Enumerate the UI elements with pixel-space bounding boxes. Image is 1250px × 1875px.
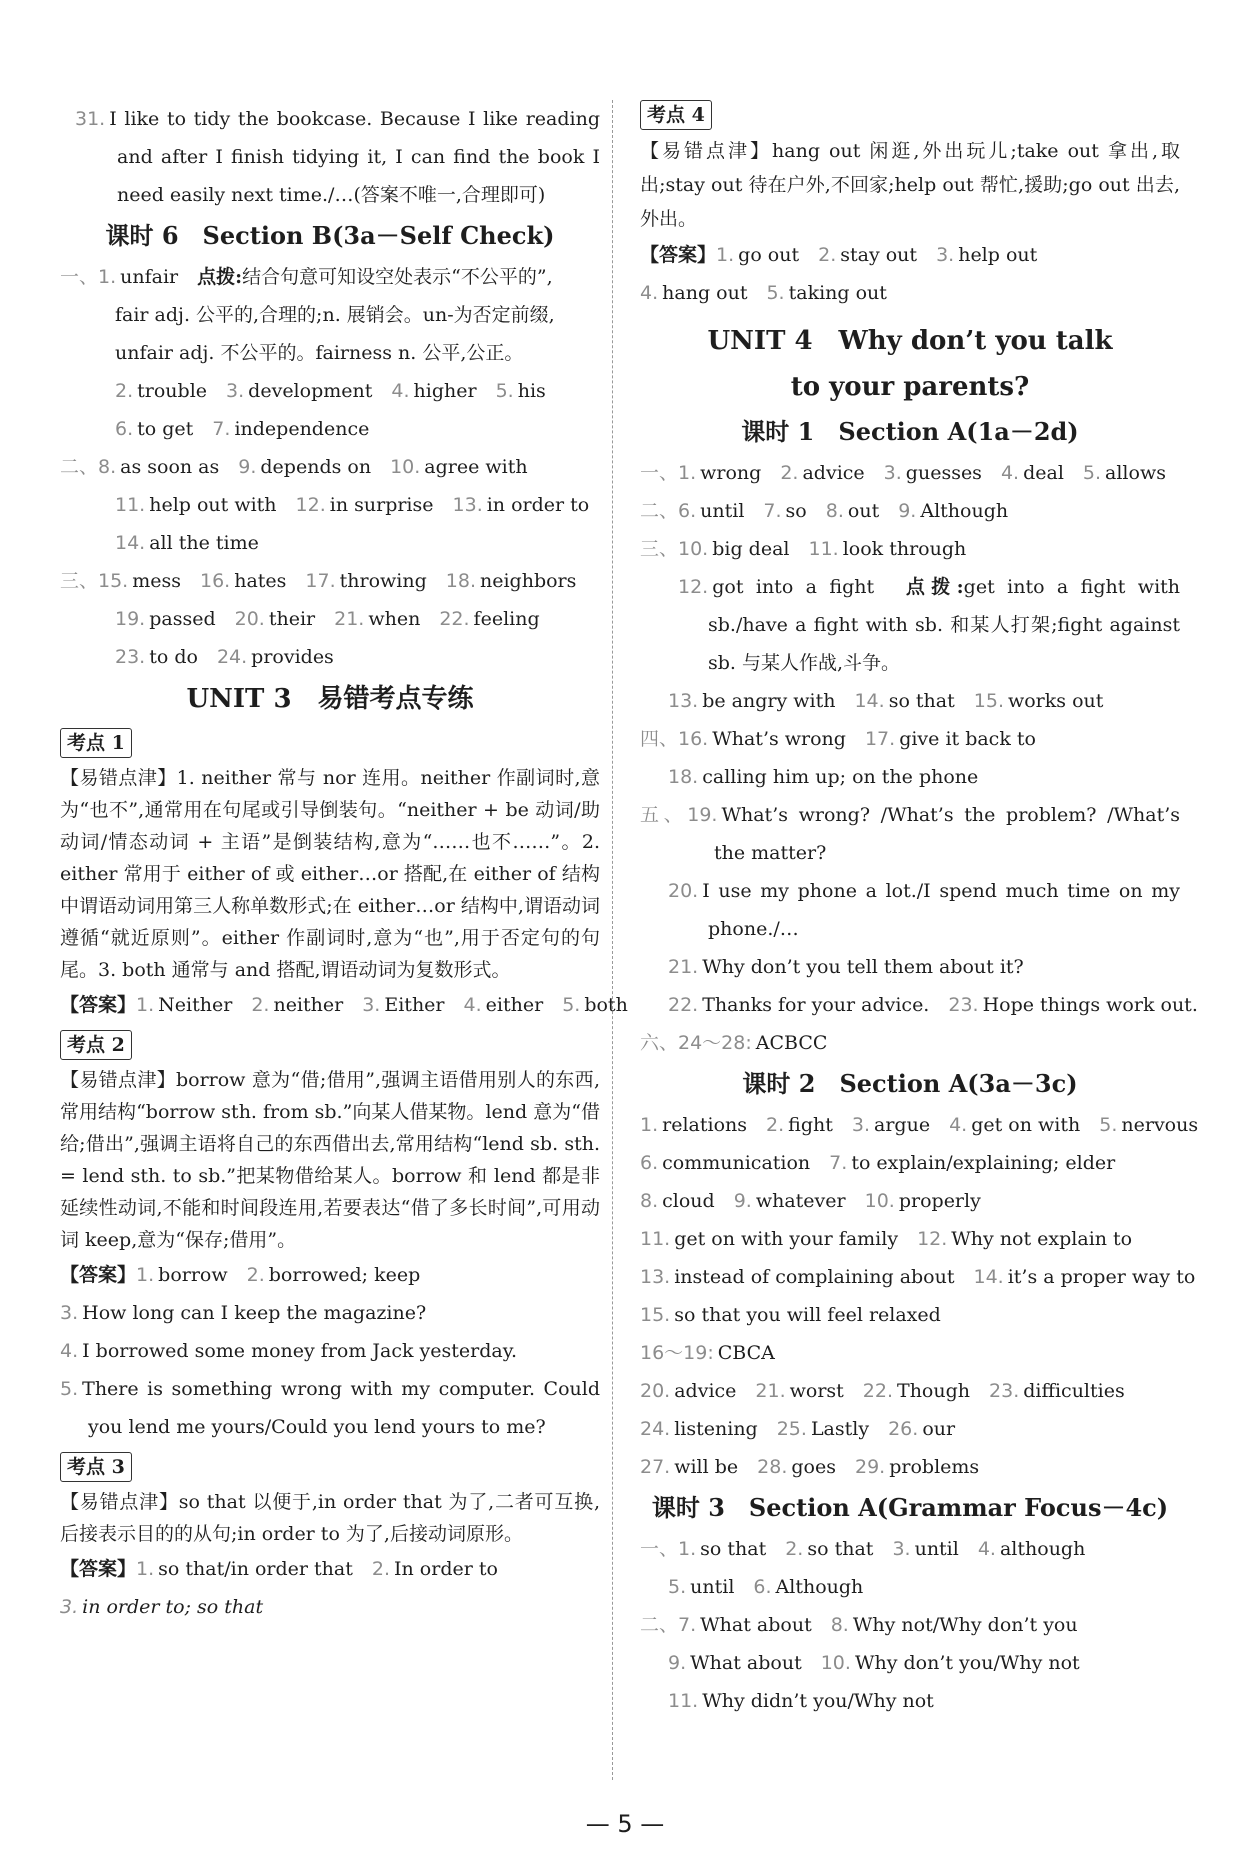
item-answer: taking out [788,282,887,304]
lesson-2-heading: 课时 2 Section A(3a－3c) [742,1069,1078,1098]
item-number: 12. [295,494,326,516]
item-number: 6. [753,1576,772,1598]
item-number: 18. [668,766,699,788]
item-answer: so that [700,1538,767,1560]
item-answer: advice [674,1380,737,1402]
item-number: 23. [115,646,146,668]
item-number: 二、8. [60,456,117,478]
m-line-6 [640,1296,1180,1334]
section3-line1 [60,562,600,600]
section2-line3 [60,524,600,562]
item-number: 5. [1082,462,1102,484]
item-answer: ACBCC [755,1032,828,1054]
item-number: 2. [115,380,134,402]
item-number: 三、10. [640,538,709,560]
item-number: 2. [246,1264,265,1286]
item-answer: Although [775,1576,864,1598]
item-number: 9. [238,456,257,478]
item-answer: so that [888,690,955,712]
item-answer: passed [149,608,216,630]
item-answer: get on with [971,1114,1081,1136]
item-answer: nervous [1121,1114,1199,1136]
kaodian-4-answer-2 [640,274,1180,312]
item-answer: hang out [662,282,748,304]
item-answer: feeling [473,608,540,630]
item-answer: In order to [394,1558,498,1580]
m-line-10 [640,1448,1180,1486]
left-column [60,100,628,1626]
item-number: 6. [640,1152,659,1174]
item-number: 3. [936,244,955,266]
section1-line5 [60,410,600,448]
item-answer: depends on [260,456,372,478]
m-line-4 [640,1220,1180,1258]
item-number: 5. [668,1576,687,1598]
g-line-5 [640,1682,1180,1720]
item-answer: fight [788,1114,833,1136]
item-answer: works out [1007,690,1104,712]
item-number: 13. [640,1266,671,1288]
item-answer: Though [897,1380,971,1402]
item-answer: when [368,608,421,630]
item-answer: relations [662,1114,748,1136]
item-number: 4. [391,380,410,402]
item-number: 21. [755,1380,786,1402]
item-answer: Why didn’t you/Why not [702,1690,934,1712]
item-number: 10. [390,456,421,478]
r-line-12: 12. got into a fight 点拨:get into a fight with sb./have a fight with sb. 和某人打架;fight against sb. 与某人作战,斗争。 [678,576,1181,674]
r-line-20: 20. I use my phone a lot./I spend much time on my phone./… [668,880,1180,940]
item-answer: it’s a proper way to [1007,1266,1196,1288]
item-number: 19. [115,608,146,630]
r-line-24 [640,1024,1180,1062]
item-answer: whatever [755,1190,846,1212]
g-line-2 [640,1568,1180,1606]
item-number: 23. [948,994,979,1016]
unit4-heading-line2: to your parents? [790,372,1030,402]
item-number: 3. [883,462,902,484]
item-answer: advice [802,462,865,484]
item-answer: development [248,380,373,402]
item-number: 22. [862,1380,894,1402]
item-answer: big deal [712,538,790,560]
r-line-18 [640,758,1180,796]
item-answer: our [922,1418,956,1440]
item-number: 7. [212,418,231,440]
item-number: 5. [562,994,581,1016]
item-number: 12. [917,1228,948,1250]
item-number: 15. [640,1304,671,1326]
item-number: 7. [763,500,782,522]
item-answer: goes [791,1456,836,1478]
item-number: 2. [785,1538,804,1560]
item-number: 7. [829,1152,848,1174]
section2-line1 [60,448,600,486]
item-number: 21. [334,608,365,630]
item-answer: their [268,608,316,630]
item-number: 20. [234,608,265,630]
item-number: 1. [136,1264,155,1286]
item-number: 3. [851,1114,871,1136]
m-line-7 [640,1334,1180,1372]
item-number: 24. [640,1418,671,1440]
item-answer: be angry with [702,690,836,712]
item-number: 13. [452,494,483,516]
item-number: 3. [362,994,381,1016]
item-number: 22. [439,608,470,630]
kaodian-2-answer: 【答案】1. borrow 2. borrowed; keep [60,1264,421,1286]
item-number: 2. [371,1558,391,1580]
m-line-3 [640,1182,1180,1220]
m-line-5 [640,1258,1196,1296]
r-line-21 [640,948,1180,986]
lesson-1-heading: 课时 1 Section A(1a－2d) [741,417,1079,446]
item-number: 11. [668,1690,699,1712]
item-answer: will be [674,1456,739,1478]
section2-line2 [60,486,600,524]
item-answer: so that [807,1538,874,1560]
item-number: 16. [199,570,231,592]
item-number: 5. [495,380,514,402]
kaodian-2-tag: 考点 2 [60,1030,132,1060]
kaodian-2-text: 【易错点津】borrow 意为“借;借用”,强调主语借用别人的东西,常用结构“borrow sth. from sb.”向某人借某物。lend 意为“借给;借出”,强调主语将自己的东西借出去,常用结构“lend sb. sth. = lend sth. to sb.”把某物借给某人。borrow 和 lend 都是非延续性动词,不能和时间段连用,若要表达“借了多长时间”,可用动词 keep,意为“保存;借用”。 [60,1069,600,1251]
item-answer: neither [273,994,344,1016]
item-answer: independence [234,418,370,440]
item-number: 23. [989,1380,1020,1402]
m-line-2 [640,1144,1180,1182]
kaodian-4-answer: 【答案】1. go out 2. stay out 3. help out [640,244,1038,266]
item-number: 22. [668,994,699,1016]
m-line-8 [640,1372,1180,1410]
item-answer: deal [1023,462,1064,484]
g-line-1 [640,1530,1180,1568]
kaodian-3-answer-3: 3. in order to; so that [60,1596,264,1618]
answer-31: 31. I like to tidy the bookcase. Because I like reading and after I finish tidying it, I can find the book I need easily next time./…(答案不唯一,合理即可) [75,108,600,206]
item-answer: instead of complaining about [674,1266,955,1288]
item-number: 8. [830,1614,849,1636]
item-number: 27. [640,1456,671,1478]
kaodian-4-tag: 考点 4 [640,100,712,130]
item-answer: go out [738,244,800,266]
item-number: 21. [668,956,699,978]
item-number: 16～19: [640,1342,714,1364]
item-answer: properly [898,1190,981,1212]
item-answer: so that/in order that [158,1558,353,1580]
unit4-heading-line1: UNIT 4 Why don’t you talk [707,326,1113,356]
item-answer: wrong [700,462,762,484]
g-line-3 [640,1606,1180,1644]
item-answer: provides [251,646,334,668]
item-number: 1. [136,994,155,1016]
kaodian-2-answer-3: 3. How long can I keep the magazine? [60,1302,427,1324]
item-number: 11. [808,538,839,560]
item-answer: trouble [137,380,208,402]
section3-line2 [60,600,600,638]
item-number: 20. [640,1380,671,1402]
item-number: 8. [640,1190,659,1212]
item-answer: What about [700,1614,812,1636]
item-number: 9. [668,1652,687,1674]
item-answer: in surprise [329,494,434,516]
item-answer: throwing [339,570,427,592]
item-answer: What’s wrong [712,728,846,750]
item-answer: Lastly [810,1418,870,1440]
item-answer: although [999,1538,1086,1560]
r-line-2 [640,492,1180,530]
item-answer: until [690,1576,735,1598]
item-answer: to get [137,418,194,440]
kaodian-2-answer-5: 5. There is something wrong with my computer. Could you lend me yours/Could you lend yours to me? [60,1378,600,1438]
item-number: 10. [820,1652,851,1674]
item-number: 14. [973,1266,1004,1288]
item-answer: hates [234,570,287,592]
m-line-9 [640,1410,1180,1448]
item-answer: as soon as [120,456,220,478]
item-answer: until [914,1538,959,1560]
kaodian-4-text: 【易错点津】hang out 闲逛,外出玩儿;take out 拿出,取出;stay out 待在户外,不回家;help out 帮忙,援助;go out 出去,外出。 [640,140,1180,230]
kaodian-1-tag: 考点 1 [60,728,132,758]
item-number: 1. [136,1558,155,1580]
r-line-22 [640,986,1198,1024]
item-answer: look through [842,538,967,560]
item-answer: help out with [149,494,277,516]
item-answer: out [847,500,880,522]
item-number: 8. [825,500,844,522]
item-number: 25. [776,1418,807,1440]
item-answer: Thanks for your advice. [702,994,930,1016]
item-number: 9. [898,500,917,522]
item-answer: agree with [424,456,528,478]
item-number: 3. [892,1538,911,1560]
item-answer: worst [789,1380,844,1402]
lesson-6-heading: 课时 6 Section B(3a－Self Check) [105,221,555,250]
item-number: 10. [864,1190,895,1212]
item-answer: Why not/Why don’t you [852,1614,1078,1636]
item-number: 5. [1099,1114,1118,1136]
g-line-4 [640,1644,1180,1682]
item-number: 28. [757,1456,788,1478]
item-answer: to do [149,646,198,668]
item-number: 14. [115,532,146,554]
item-answer: Neither [158,994,233,1016]
item-number: 2. [780,462,799,484]
item-answer: Either [384,994,445,1016]
item-number: 4. [640,282,659,304]
item-answer: problems [889,1456,980,1478]
item-number: 5. [766,282,785,304]
item-answer: his [517,380,546,402]
item-answer: get on with your family [674,1228,899,1250]
item-number: 9. [733,1190,752,1212]
item-answer: listening [674,1418,758,1440]
item-number: 一、1. [640,462,697,484]
item-answer: until [700,500,745,522]
unit3-heading: UNIT 3 易错考点专练 [186,684,474,714]
item-number: 1. [716,244,735,266]
item-answer: stay out [840,244,918,266]
item-answer: allows [1105,462,1166,484]
kaodian-3-tag: 考点 3 [60,1452,132,1482]
item-answer: Why don’t you tell them about it? [702,956,1024,978]
item-answer: so [785,500,807,522]
item-number: 二、6. [640,500,697,522]
kaodian-1-text: 【易错点津】1. neither 常与 nor 连用。neither 作副词时,意为“也不”,通常用在句尾或引导倒装句。“neither + be 动词/助动词/情态动词 + 主语”是倒装结构,意为“……也不……”。2. either 常用于 either of 或 either…or 搭配,在 either of 结构中谓语动词用第三人称单数形式;在 either…or 结构中,谓语动词遵循“就近原则”。either 作副词时,意为“也”,用于否定句的句尾。3. both 通常与 and 搭配,谓语动词为复数形式。 [60,767,600,981]
item-answer: mess [132,570,181,592]
page-number: — 5 — [585,1810,665,1838]
item-answer: argue [874,1114,931,1136]
item-answer: Why don’t you/Why not [854,1652,1080,1674]
r-line-19: 五、19. What’s wrong? /What’s the problem? /What’s the matter? [640,804,1180,864]
item-number: 4. [463,994,482,1016]
item-answer: in order to [486,494,590,516]
item-number: 六、24～28: [640,1032,752,1054]
item-number: 4. [977,1538,996,1560]
m-line-1 [640,1106,1199,1144]
section3-line3 [60,638,600,676]
item-answer: all the time [149,532,259,554]
item-number: 17. [305,570,336,592]
kaodian-3-answer: 【答案】1. so that/in order that 2. In order to [60,1558,498,1580]
item-number: 24. [216,646,248,668]
section1-line1: 一、1. unfair 点拨:结合句意可知设空处表示“不公平的”, [60,266,553,288]
item-answer: to explain/explaining; elder [851,1152,1116,1174]
item-answer: Although [920,500,1009,522]
item-number: 26. [888,1418,919,1440]
item-answer: Why not explain to [951,1228,1133,1250]
item-number: 4. [949,1114,968,1136]
r-line-13 [640,682,1180,720]
column-divider [612,100,613,1780]
item-answer: give it back to [899,728,1036,750]
item-number: 2. [766,1114,785,1136]
item-number: 11. [115,494,146,516]
item-number: 四、16. [640,728,709,750]
item-number: 17. [864,728,896,750]
right-column [640,100,1199,1720]
kaodian-1-answer: 【答案】1. Neither 2. neither 3. Either 4. either 5. both [60,994,628,1016]
item-number: 二、7. [640,1614,697,1636]
item-answer: both [584,994,628,1016]
item-number: 2. [818,244,837,266]
item-answer: borrow [158,1264,228,1286]
item-number: 13. [668,690,699,712]
item-answer: difficulties [1023,1380,1125,1402]
item-answer: neighbors [479,570,577,592]
item-answer: so that you will feel relaxed [674,1304,941,1326]
item-number: 15. [973,690,1004,712]
section1-line2: fair adj. 公平的,合理的;n. 展销会。un-为否定前缀, [115,304,555,326]
item-number: 三、15. [60,570,129,592]
section1-line4 [60,372,600,410]
r-line-3 [640,530,1180,568]
item-number: 4. [1000,462,1020,484]
r-line-1 [640,454,1180,492]
item-number: 29. [855,1456,886,1478]
item-number: 一、1. [640,1538,697,1560]
item-answer: either [485,994,544,1016]
lesson-3-heading: 课时 3 Section A(Grammar Focus－4c) [651,1493,1169,1522]
item-answer: help out [958,244,1038,266]
item-number: 14. [854,690,885,712]
item-number: 3. [226,380,245,402]
item-number: 1. [640,1114,659,1136]
kaodian-3-text: 【易错点津】so that 以便于,in order that 为了,二者可互换,后接表示目的的从句;in order to 为了,后接动词原形。 [60,1491,600,1545]
item-number: 2. [251,994,270,1016]
item-answer: Hope things work out. [982,994,1198,1016]
item-answer: communication [662,1152,811,1174]
item-number: 6. [115,418,134,440]
kaodian-2-answer-4: 4. I borrowed some money from Jack yesterday. [60,1340,517,1362]
item-answer: calling him up; on the phone [702,766,979,788]
section1-line3: unfair adj. 不公平的。fairness n. 公平,公正。 [115,342,524,364]
r-line-16 [640,720,1180,758]
item-answer: guesses [905,462,982,484]
item-answer: CBCA [717,1342,775,1364]
item-answer: borrowed; keep [268,1264,421,1286]
item-answer: What about [690,1652,802,1674]
item-answer: cloud [662,1190,715,1212]
item-number: 18. [445,570,476,592]
item-number: 11. [640,1228,671,1250]
item-answer: higher [413,380,477,402]
